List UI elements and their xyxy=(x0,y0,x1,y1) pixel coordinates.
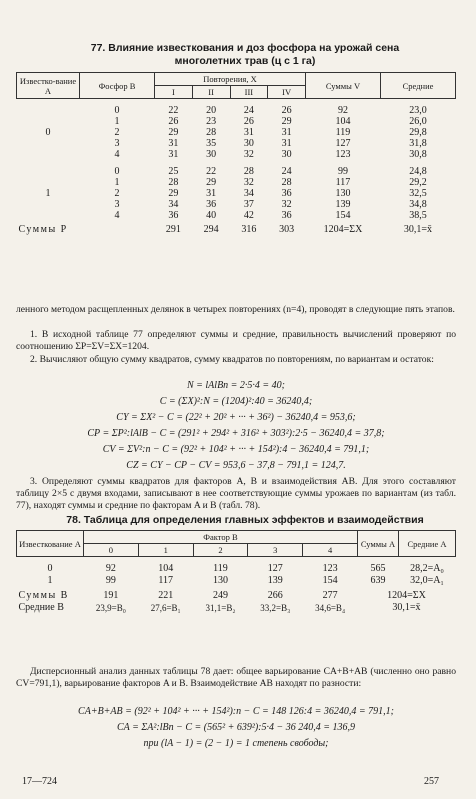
sums-b-label: Суммы B xyxy=(18,590,69,601)
sum-b-cell: 221 xyxy=(158,590,174,601)
rep-value-cell: 32 xyxy=(281,199,292,210)
value-cell: 99 xyxy=(105,575,116,586)
formula-cv: CV = ΣV²:n − C = (92² + 104² + ··· + 154²):4 − 36240,4 = 791,1; xyxy=(102,444,370,455)
table-row xyxy=(17,166,456,177)
mean-b-cell: 31,1=B₂ xyxy=(205,603,236,613)
rep-col-3: III xyxy=(230,86,268,99)
sums-label: Суммы P xyxy=(18,224,68,235)
table-row xyxy=(17,149,456,160)
table77-body xyxy=(17,99,456,236)
formula-ca: CA = ΣA²:lBn − C = (565² + 639²):5·4 − 36 240,4 = 136,9 xyxy=(116,722,355,733)
sum-cell: 639 xyxy=(370,575,386,586)
empty-cell xyxy=(17,177,80,188)
phosphorus-cell: 4 xyxy=(114,210,120,221)
empty-cell xyxy=(17,149,80,160)
value-cell: 92 xyxy=(105,563,116,574)
rep-value-cell: 29 xyxy=(206,177,217,188)
lime-cell: 0 xyxy=(47,563,53,574)
rep-value-cell: 31 xyxy=(281,138,292,149)
lime-cell: 1 xyxy=(45,188,51,199)
formula-n: N = lAlBn = 2·5·4 = 40; xyxy=(186,380,286,391)
formula-c: C = (ΣX)²:N = (1204)²:40 = 36240,4; xyxy=(159,396,313,407)
rep-value-cell: 40 xyxy=(206,210,217,221)
rep-value-cell: 22 xyxy=(206,166,217,177)
rep-value-cell: 20 xyxy=(206,105,217,116)
rep-value-cell: 28 xyxy=(168,177,179,188)
sum-cell: 99 xyxy=(338,166,348,177)
rep-value-cell: 31 xyxy=(281,127,292,138)
table78-title: 78. Таблица для определения главных эффектов и взаимодействия xyxy=(66,514,424,526)
table-row xyxy=(17,105,456,116)
value-cell: 127 xyxy=(267,563,283,574)
sum-p-cell: 303 xyxy=(279,224,295,235)
table-row xyxy=(17,116,456,127)
phosphorus-cell: 0 xyxy=(114,105,120,116)
rep-value-cell: 34 xyxy=(243,188,254,199)
table-row xyxy=(17,563,456,575)
empty-cell xyxy=(17,105,80,116)
table77-title xyxy=(40,42,450,68)
phosphorus-cell: 1 xyxy=(114,116,120,127)
factor-col-1: 1 xyxy=(138,544,193,557)
mean-cell: 34,8 xyxy=(409,199,427,210)
mean-cell: 32,5 xyxy=(409,188,427,199)
phosphorus-cell: 1 xyxy=(114,177,120,188)
value-cell: 139 xyxy=(267,575,283,586)
table-row xyxy=(17,199,456,210)
sum-b-cell: 249 xyxy=(212,590,228,601)
factor-col-2: 2 xyxy=(193,544,248,557)
formula-cabab: CA+B+AB = (92² + 104² + ··· + 154²):n − C = 148 126:4 = 36240,4 = 791,1; xyxy=(78,706,394,717)
rep-value-cell: 25 xyxy=(168,166,179,177)
formula-cp: CP = ΣP²:lAlB − C = (291² + 294² + 316² + 303²):2·5 − 36240,4 = 37,8; xyxy=(87,428,385,439)
value-cell: 117 xyxy=(158,575,174,586)
empty-cell xyxy=(17,166,80,177)
sum-cell: 127 xyxy=(335,138,351,149)
mean-cell: 28,2=A₀ xyxy=(410,563,444,574)
rep-value-cell: 36 xyxy=(281,188,292,199)
factor-col-0: 0 xyxy=(84,544,139,557)
phosphorus-cell: 3 xyxy=(114,199,120,210)
rep-col-4: IV xyxy=(268,86,306,99)
mean-cell: 31,8 xyxy=(409,138,427,149)
rep-value-cell: 26 xyxy=(281,105,292,116)
sum-cell: 92 xyxy=(338,105,348,116)
rep-value-cell: 30 xyxy=(243,138,254,149)
paragraph-step1: 1. В исходной таблице 77 определяют суммы и средние, правильность вычислений проверяют по соотношению ΣP=ΣV=ΣX=1204. xyxy=(16,329,456,352)
value-cell: 123 xyxy=(322,563,338,574)
sum-cell: 130 xyxy=(335,188,351,199)
sum-cell: 154 xyxy=(335,210,351,221)
rep-value-cell: 32 xyxy=(243,177,254,188)
header-means: Средние xyxy=(381,73,456,99)
formula-cz: CZ = CY − CP − CV = 953,6 − 37,8 − 791,1 = 124,7. xyxy=(126,460,346,471)
header78-factor: Фактор B xyxy=(84,531,358,544)
grand-mean-cell: 30,1=x̄ xyxy=(403,224,433,235)
rep-value-cell: 24 xyxy=(281,166,292,177)
mean-b-cell: 23,9=B₀ xyxy=(95,603,126,613)
empty-cell xyxy=(17,116,80,127)
phosphorus-cell: 2 xyxy=(114,127,120,138)
sum-p-cell: 294 xyxy=(203,224,219,235)
sum-p-cell: 291 xyxy=(165,224,181,235)
rep-value-cell: 24 xyxy=(243,105,254,116)
header78-means: Средние A xyxy=(399,531,456,557)
sum-cell: 123 xyxy=(335,149,351,160)
table78 xyxy=(16,530,456,614)
sum-b-cell: 266 xyxy=(267,590,283,601)
rep-value-cell: 32 xyxy=(243,149,254,160)
rep-value-cell: 42 xyxy=(243,210,254,221)
rep-col-2: II xyxy=(192,86,230,99)
header-repetitions: Повторения, X xyxy=(155,73,306,86)
phosphorus-cell: 0 xyxy=(114,166,120,177)
table-row xyxy=(17,177,456,188)
table77-title-line1: 77. Влияние известкования и доз фосфора на урожай сена xyxy=(90,42,400,54)
sum-cell: 119 xyxy=(335,127,351,138)
sum-b-cell: 277 xyxy=(322,590,338,601)
phosphorus-cell: 4 xyxy=(114,149,120,160)
rep-value-cell: 36 xyxy=(168,210,179,221)
header78-sums: Суммы A xyxy=(358,531,399,557)
mean-b-cell: 33,2=B₃ xyxy=(260,603,291,613)
sum-cell: 117 xyxy=(335,177,351,188)
header-phosphorus: Фосфор B xyxy=(80,73,155,99)
header78-lime: Известкование A xyxy=(17,531,84,557)
rep-value-cell: 31 xyxy=(168,138,179,149)
table78-body xyxy=(17,557,456,615)
value-cell: 104 xyxy=(158,563,174,574)
rep-value-cell: 22 xyxy=(168,105,179,116)
rep-value-cell: 26 xyxy=(243,116,254,127)
rep-value-cell: 36 xyxy=(206,199,217,210)
header-sums: Суммы V xyxy=(306,73,381,99)
header-lime: Известко-вание A xyxy=(17,73,80,99)
formula-cy: CY = ΣX² − C = (22² + 20² + ··· + 36²) − 36240,4 = 953,6; xyxy=(116,412,356,423)
value-cell: 154 xyxy=(322,575,338,586)
mean-cell: 29,2 xyxy=(409,177,427,188)
empty-cell xyxy=(17,210,80,221)
rep-value-cell: 36 xyxy=(281,210,292,221)
rep-value-cell: 29 xyxy=(281,116,292,127)
value-cell: 130 xyxy=(212,575,228,586)
mean-cell: 30,8 xyxy=(409,149,427,160)
sum-p-cell: 316 xyxy=(241,224,257,235)
rep-value-cell: 28 xyxy=(281,177,292,188)
mean-cell: 24,8 xyxy=(409,166,427,177)
table77 xyxy=(16,72,456,235)
mean-cell: 23,0 xyxy=(409,105,427,116)
paragraph-analysis: Дисперсионный анализ данных таблицы 78 дает: общее варьирование CA+B+AB (численно оно равно CV=791,1), варьирование факторов A и B. Взаимодействие AB находят по разности: xyxy=(16,666,456,689)
rep-value-cell: 23 xyxy=(206,116,217,127)
sum-cell: 139 xyxy=(335,199,351,210)
mean-b-cell: 27,6=B₁ xyxy=(150,603,181,613)
mean-cell: 38,5 xyxy=(409,210,427,221)
table-row xyxy=(17,127,456,138)
total-cell: 1204=ΣX xyxy=(387,590,426,601)
rep-value-cell: 31 xyxy=(168,149,179,160)
mean-b-cell: 34,6=B₄ xyxy=(315,603,346,613)
rep-value-cell: 37 xyxy=(243,199,254,210)
table-row xyxy=(17,138,456,149)
empty-cell xyxy=(17,199,80,210)
mean-cell: 29,8 xyxy=(409,127,427,138)
paragraph-step2: 2. Вычисляют общую сумму квадратов, сумму квадратов по повторениям, по вариантам и остаток: xyxy=(30,354,434,365)
phosphorus-cell: 3 xyxy=(114,138,120,149)
factor-col-4: 4 xyxy=(303,544,358,557)
sums-b-row xyxy=(17,587,456,602)
sum-b-cell: 191 xyxy=(103,590,119,601)
rep-value-cell: 28 xyxy=(206,127,217,138)
grand-mean-cell: 30,1=x̄ xyxy=(392,602,421,613)
table-row xyxy=(17,210,456,221)
value-cell: 119 xyxy=(213,563,228,574)
rep-col-1: I xyxy=(155,86,193,99)
rep-value-cell: 31 xyxy=(206,188,217,199)
paragraph-intro: ленного методом расщепленных делянок в четырех повторениях (n=4), проводят в следующие пять этапов. xyxy=(16,304,455,315)
lime-cell: 0 xyxy=(45,127,51,138)
factor-col-3: 3 xyxy=(248,544,303,557)
lime-cell: 1 xyxy=(47,575,53,586)
page-number: 257 xyxy=(424,776,439,787)
sum-cell: 104 xyxy=(335,116,351,127)
rep-value-cell: 29 xyxy=(168,188,179,199)
mean-cell: 26,0 xyxy=(409,116,427,127)
rep-value-cell: 30 xyxy=(206,149,217,160)
paragraph-step3: 3. Определяют суммы квадратов для факторов A, B и взаимодействия AB. Для этого составляют таблицу 2×5 с двумя входами, записывают в нее соответствующие суммы урожаев по вариантам (из табл. 77), находят суммы и средние по факторам A и B (табл. 78). xyxy=(16,476,456,511)
total-cell: 1204=ΣX xyxy=(323,224,363,235)
rep-value-cell: 31 xyxy=(243,127,254,138)
table-row xyxy=(17,575,456,587)
rep-value-cell: 34 xyxy=(168,199,179,210)
signature-mark: 17—724 xyxy=(22,776,57,787)
rep-value-cell: 35 xyxy=(206,138,217,149)
sums-row xyxy=(17,221,456,235)
rep-value-cell: 30 xyxy=(281,149,292,160)
rep-value-cell: 28 xyxy=(243,166,254,177)
empty-cell xyxy=(17,138,80,149)
table77-title-line2: многолетних трав (ц с 1 га) xyxy=(174,55,316,67)
means-b-label: Средние B xyxy=(18,602,64,613)
sum-cell: 565 xyxy=(370,563,386,574)
formula-df: при (lA − 1) = (2 − 1) = 1 степень свободы; xyxy=(143,738,329,749)
rep-value-cell: 29 xyxy=(168,127,179,138)
phosphorus-cell: 2 xyxy=(114,188,120,199)
means-b-row xyxy=(17,602,456,614)
table-row xyxy=(17,188,456,199)
mean-cell: 32,0=A₁ xyxy=(410,575,444,586)
rep-value-cell: 26 xyxy=(168,116,179,127)
